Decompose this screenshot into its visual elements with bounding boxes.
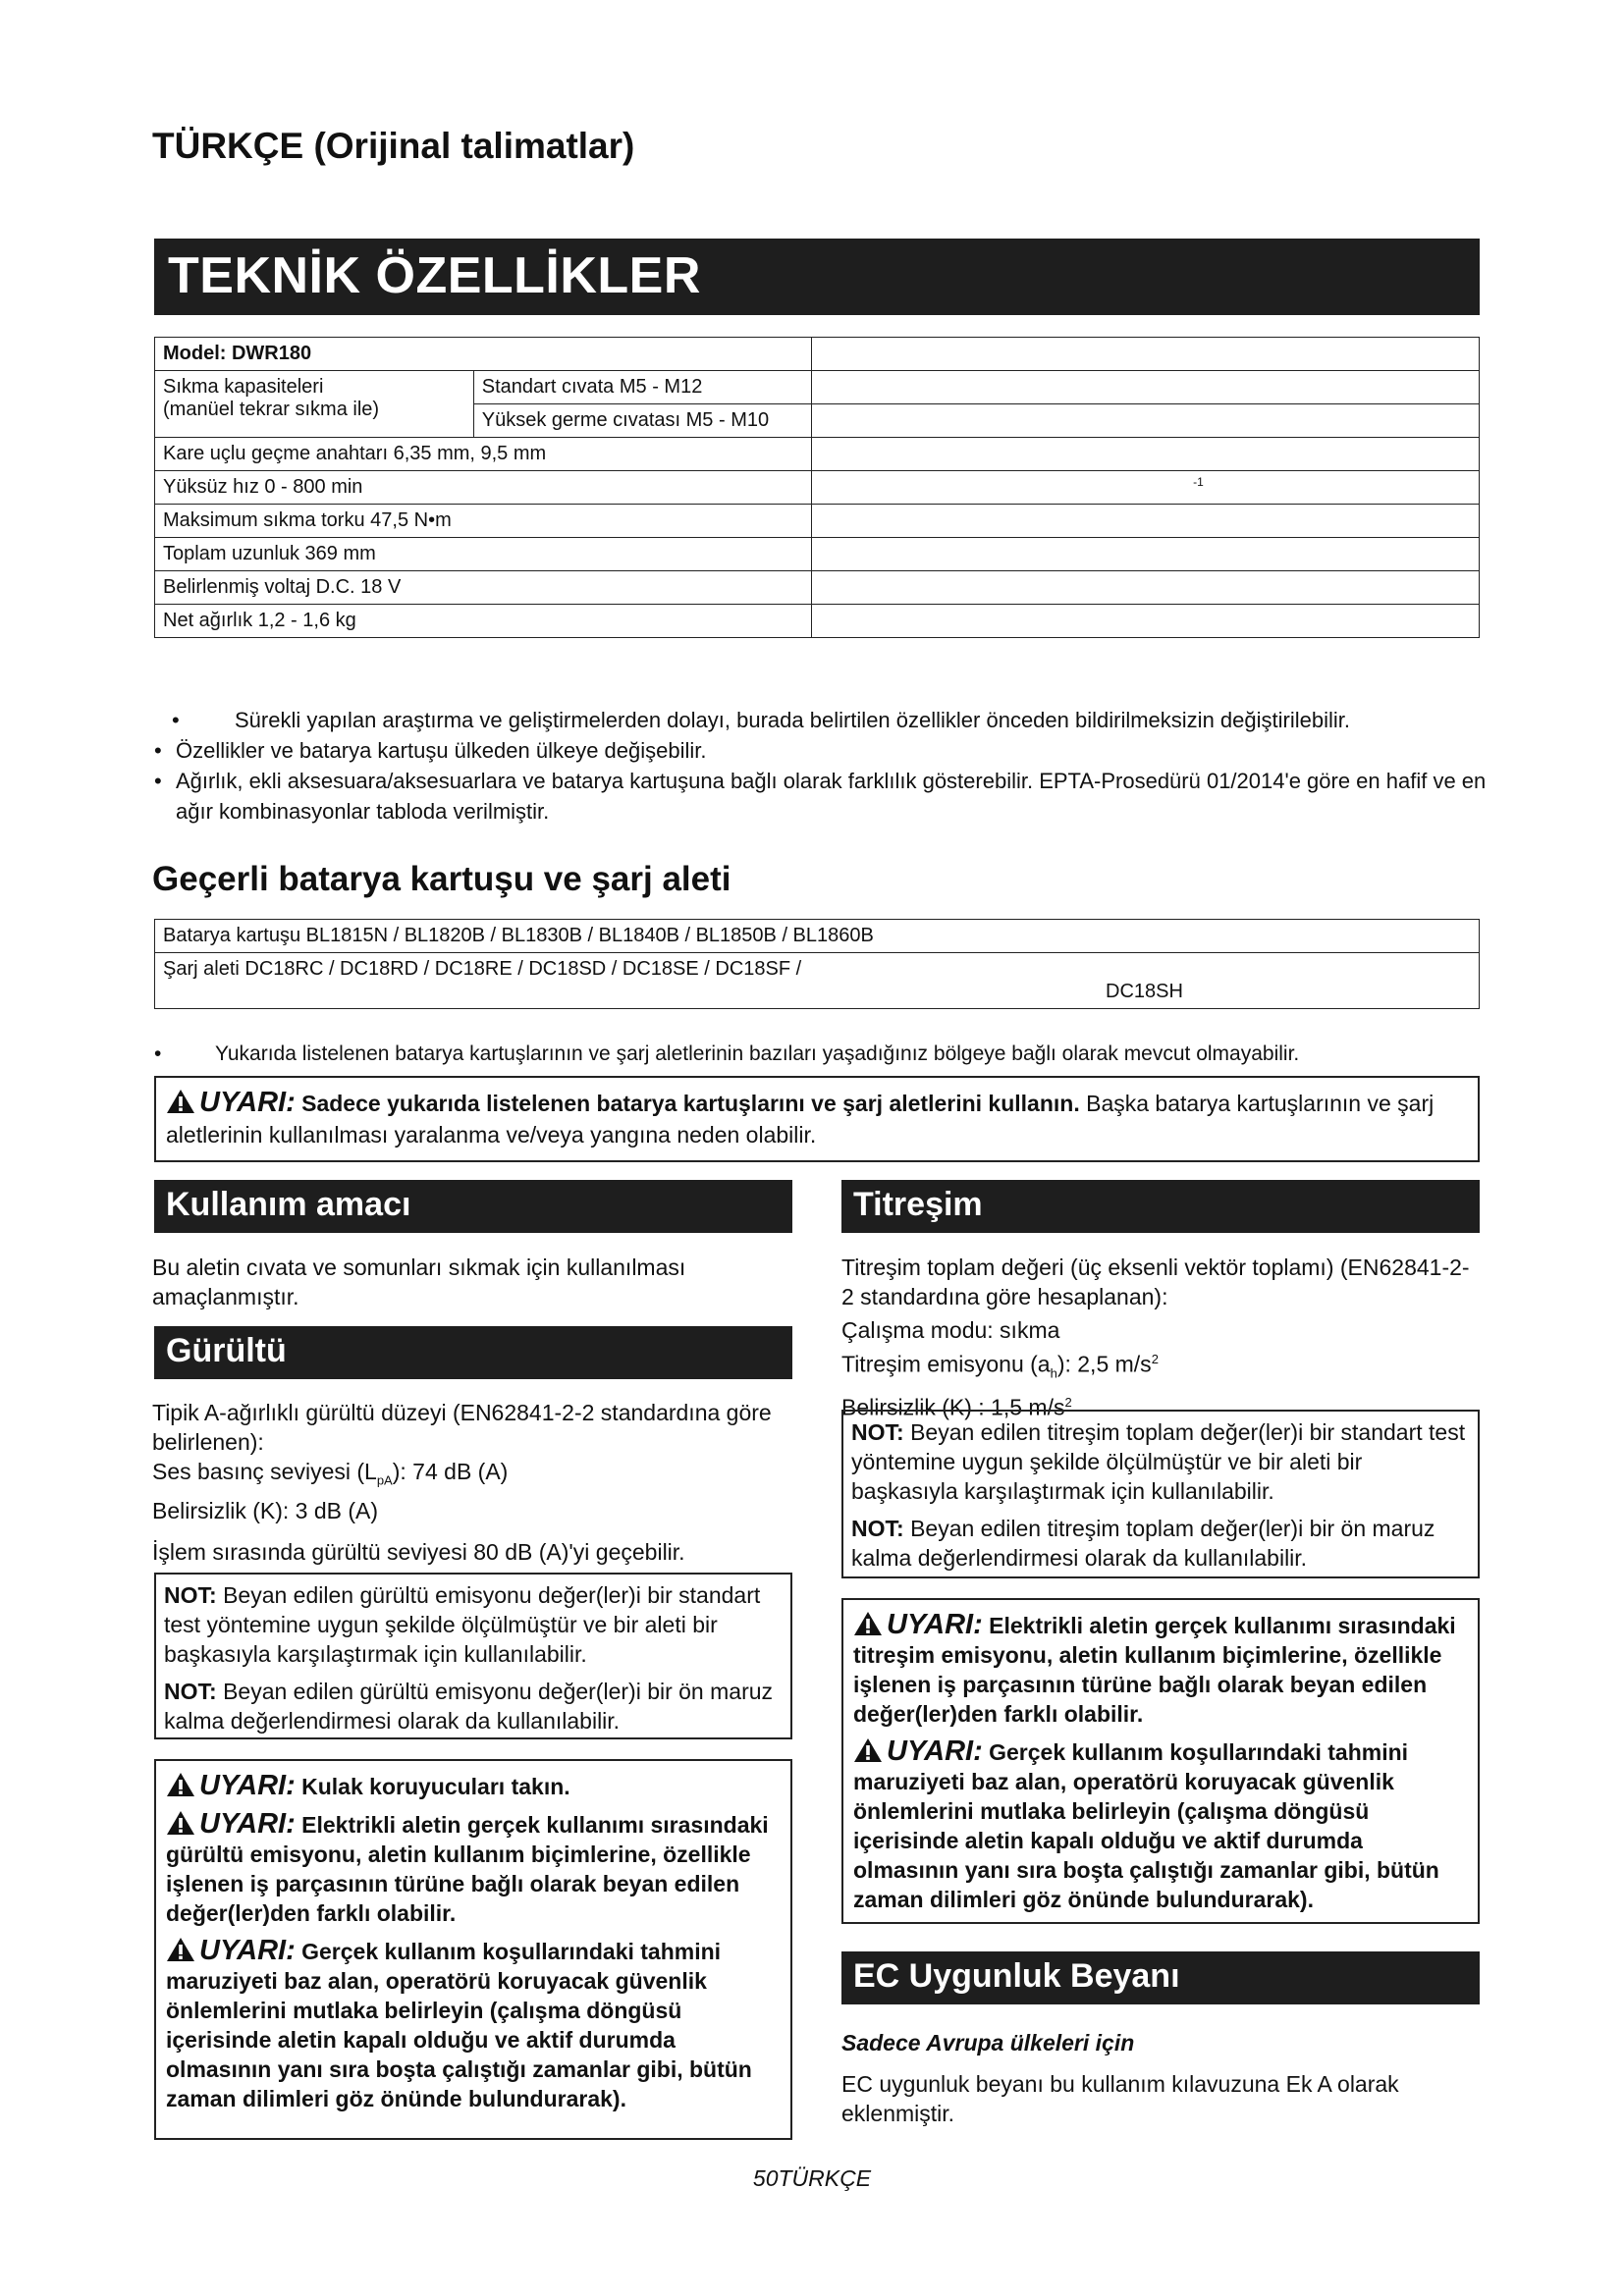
battery-warning-box: UYARI: Sadece yukarıda listelenen batarya kartuşlarını ve şarj aletlerini kullanın. Başka batarya kartuşlarının ve şarj aletlerinin kullanılması yaralanma ve/veya yangına neden olabilir. xyxy=(154,1076,1480,1162)
warning-icon xyxy=(853,1611,883,1636)
table-row xyxy=(155,538,1480,571)
model-cell: Model: DWR180 xyxy=(155,338,812,371)
page-language-title: TÜRKÇE (Orijinal talimatlar) xyxy=(152,126,635,166)
ec-text: EC uygunluk beyanı bu kullanım kılavuzuna Ek A olarak eklenmiştir. xyxy=(841,2071,1399,2126)
table-row xyxy=(155,571,1480,605)
table-row xyxy=(155,920,1480,953)
list-item: • Ağırlık, ekli aksesuara/aksesuarlara ve batarya kartuşuna bağlı olarak farklılık gösterebilir. EPTA-Prosedürü 01/2014'e göre en hafif ve en ağır kombinasyonlar tabloda verilmiştir. xyxy=(154,769,1487,824)
list-item: • Yukarıda listelenen batarya kartuşlarının ve şarj aletlerinin bazıları yaşadığınız bölgeye bağlı olarak mevcut olmayabilir. xyxy=(154,1042,1300,1065)
warning-icon xyxy=(166,1772,195,1797)
specs-table xyxy=(154,337,1480,638)
vibration-note-box: NOT: Beyan edilen titreşim toplam değer(ler)i bir standart test yöntemine uygun şekilde ölçülmüştür ve bir aleti bir başkasıyla karşılaştırmak için kullanılabilir. NOT: Beyan edilen titreşim toplam değer(ler)i bir ön maruz kalma değerlendirmesi olarak da kullanılabilir. xyxy=(841,1410,1480,1578)
table-row xyxy=(155,471,1480,505)
noise-note-box: NOT: Beyan edilen gürültü emisyonu değer(ler)i bir standart test yöntemine uygun şekilde ölçülmüştür ve bir aleti bir başkasıyla karşılaştırmak için kullanılabilir. NOT: Beyan edilen gürültü emisyonu değer(ler)i bir ön maruz kalma değerlendirmesi olarak da kullanılabilir. xyxy=(154,1573,792,1739)
vibration-warning-box: UYARI: Elektrikli aletin gerçek kullanımı sırasındaki titreşim emisyonu, aletin kullanım biçimlerine, özellikle işlenen iş parçasının türüne bağlı olarak beyan edilen değer(ler)den farklı olabilir. UYARI: Gerçek kullanım koşullarındaki tahmini maruziyeti baz alan, operatörü koruyacak güvenlik önlemlerini mutlaka belirleyin (çalışma döngüsü içerisinde aletin kapalı olduğu ve aktif durumda olmasının yanı sıra boşta çalıştığı zamanlar gibi, bütün zaman dilimleri göz önünde bulundurarak). xyxy=(841,1598,1480,1924)
spec-cell: Net ağırlık 1,2 - 1,6 kg xyxy=(155,605,812,638)
list-item: • Özellikler ve batarya kartuşu ülkeden ülkeye değişebilir. xyxy=(154,738,707,763)
table-row xyxy=(155,438,1480,471)
battery-list-cell: Batarya kartuşu BL1815N / BL1820B / BL1830B / BL1840B / BL1850B / BL1860B xyxy=(155,920,1480,953)
ec-subheading: Sadece Avrupa ülkeleri için xyxy=(841,2030,1135,2056)
vibration-heading: Titreşim xyxy=(841,1180,1480,1233)
page-footer: 50TÜRKÇE xyxy=(752,2165,872,2191)
table-row xyxy=(155,505,1480,538)
sound-pressure: Ses basınç seviyesi $(L_{pA})$: 74 dB (A) xyxy=(152,1459,509,1488)
spec-cell: Belirlenmiş voltaj D.C. 18 V xyxy=(155,571,812,605)
charger-list-cell: Şarj aleti DC18RC / DC18RD / DC18RE / DC18SD / DC18SE / DC18SF / DC18SH xyxy=(155,953,1480,1009)
battery-heading: Geçerli batarya kartuşu ve şarj aleti xyxy=(152,860,731,898)
table-row xyxy=(155,605,1480,638)
table-row xyxy=(155,371,1480,404)
table-row xyxy=(155,953,1480,1009)
spec-cell: Maksimum sıkma torku 47,5 N•m xyxy=(155,505,812,538)
spec-label-cell: Sıkma kapasiteleri (manüel tekrar sıkma ile) xyxy=(155,371,474,438)
list-item: • Sürekli yapılan araştırma ve geliştirmelerden dolayı, burada belirtilen özellikler önceden bildirilmeksizin değiştirilebilir. xyxy=(172,708,1350,732)
vibration-emission: Titreşim emisyonu $(a_h)$: 2,5 $m/s^2$ xyxy=(841,1351,1159,1381)
vibration-body: Titreşim toplam değeri (üç eksenli vektör toplamı) (EN62841-2-2 standardına göre hesaplanan): Çalışma modu: sıkma Titreşim emisyonu $(a_h)$: 2,5 $m/s^2$ Belirsizlik (K) : 1,5 $m/s^2$ xyxy=(841,1253,1480,1422)
spec-value-cell: Yüksek germe cıvatası M5 - M10 xyxy=(473,404,811,438)
noise-body: Tipik A-ağırlıklı gürültü düzeyi (EN62841-2-2 standardına göre belirlenen): Ses basınç seviyesi $(L_{pA})$: 74 dB (A) Belirsizlik (K): 3 dB (A) İşlem sırasında gürültü seviyesi 80 dB (A)'yi geçebilir. xyxy=(152,1398,781,1567)
warning-icon xyxy=(853,1737,883,1763)
ec-heading: EC Uygunluk Beyanı xyxy=(841,1951,1480,2004)
battery-note xyxy=(154,1039,1489,1069)
specs-notes xyxy=(154,705,1489,827)
warning-icon xyxy=(166,1089,195,1114)
warning-icon xyxy=(166,1937,195,1962)
usage-text: Bu aletin cıvata ve somunları sıkmak için kullanılması amaçlanmıştır. xyxy=(152,1255,686,1309)
battery-table xyxy=(154,919,1480,1009)
table-row xyxy=(155,338,1480,371)
spec-cell: Kare uçlu geçme anahtarı 6,35 mm, 9,5 mm xyxy=(155,438,812,471)
spec-cell: Toplam uzunluk 369 mm xyxy=(155,538,812,571)
warning-icon xyxy=(166,1810,195,1836)
superscript: -1 xyxy=(1193,475,1204,489)
spec-value-cell: Standart cıvata M5 - M12 xyxy=(473,371,811,404)
noise-heading: Gürültü xyxy=(154,1326,792,1379)
noise-warning-box: UYARI: Kulak koruyucuları takın. UYARI: Elektrikli aletin gerçek kullanımı sırasındaki gürültü emisyonu, aletin kullanım biçimlerine, özellikle işlenen iş parçasının türüne bağlı olarak beyan edilen değer(ler)den farklı olabilir. UYARI: Gerçek kullanım koşullarındaki tahmini maruziyeti baz alan, operatörü koruyacak güvenlik önlemlerini mutlaka belirleyin (çalışma döngüsü içerisinde aletin kapalı olduğu ve aktif durumda olmasının yanı sıra boşta çalıştığı zamanlar gibi, bütün zaman dilimleri göz önünde bulundurarak). xyxy=(154,1759,792,2140)
usage-heading: Kullanım amacı xyxy=(154,1180,792,1233)
specs-heading: TEKNİK ÖZELLİKLER xyxy=(154,239,1480,315)
spec-cell: Yüksüz hız 0 - 800 min xyxy=(155,471,812,505)
